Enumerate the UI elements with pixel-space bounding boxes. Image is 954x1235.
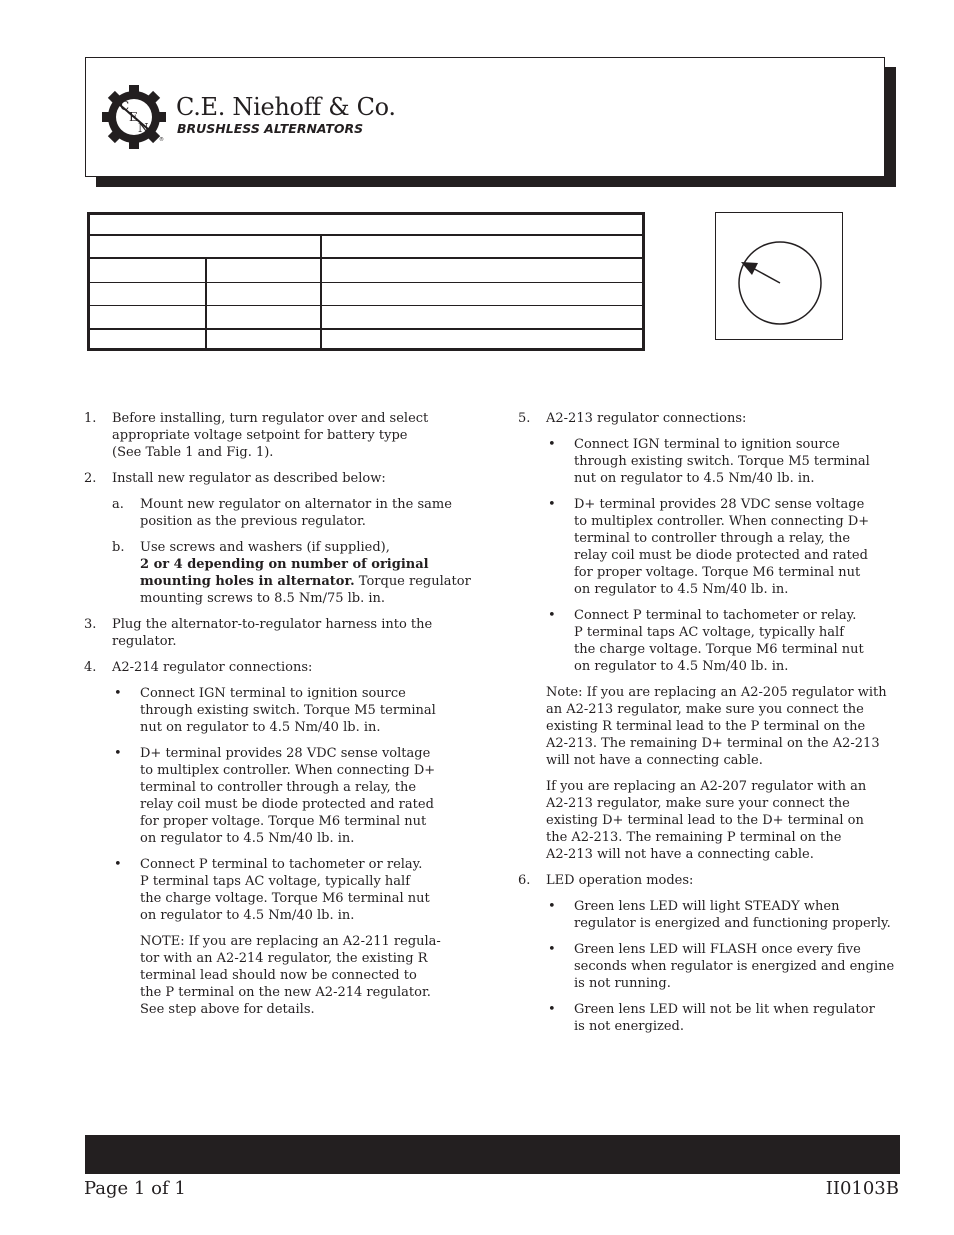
replacement-note bbox=[546, 778, 903, 863]
step-6 bbox=[518, 872, 903, 1035]
step-3 bbox=[84, 616, 474, 650]
step-text: Install new regulator as described below: bbox=[112, 471, 386, 486]
bullet-text: Connect IGN terminal to ignition source through existing switch. Torque M5 terminal nut on regulator to 4.5 Nm/40 lb. in. bbox=[140, 686, 436, 735]
dial-arrow-icon bbox=[716, 213, 842, 339]
substep-text: Torque regulator mounting screws to 8.5 Nm/75 lb. in. bbox=[140, 574, 471, 606]
note-text: NOTE: If you are replacing an A2-211 regula- tor with an A2-214 regulator, the existing R terminal lead should now be connected to the P terminal on the new A2-214 regulator. See step above for details. bbox=[140, 934, 441, 1017]
bullet-text: Green lens LED will FLASH once every five seconds when regulator is energized and engine is not running. bbox=[574, 942, 895, 991]
instructions-right-column bbox=[518, 410, 903, 1044]
logo-letter-n: N bbox=[138, 121, 149, 135]
note-text: Note: If you are replacing an A2-205 regulator with an A2-213 regulator, make sure you connect the existing R terminal lead to the P terminal on the A2-213. The remaining D+ terminal on the A2-213 will not have a connecting cable. bbox=[546, 685, 887, 768]
bullet-icon: • bbox=[114, 746, 122, 761]
substep-b bbox=[112, 539, 474, 607]
bullet-icon: • bbox=[548, 942, 556, 957]
bullet-text: Connect P terminal to tachometer or relay. P terminal taps AC voltage, typically half the charge voltage. Torque M6 terminal nut on regulator to 4.5 Nm/40 lb. in. bbox=[574, 608, 864, 674]
step-1 bbox=[84, 410, 474, 461]
bullet-text: Connect P terminal to tachometer or relay. P terminal taps AC voltage, typically half the charge voltage. Torque M6 terminal nut on regulator to 4.5 Nm/40 lb. in. bbox=[140, 857, 430, 923]
cen-gear-logo-icon bbox=[98, 84, 170, 152]
bullet-icon: • bbox=[548, 437, 556, 452]
step-text: LED operation modes: bbox=[546, 873, 694, 888]
step-2 bbox=[84, 470, 474, 607]
bullet-text: Green lens LED will light STEADY when regulator is energized and functioning properly. bbox=[574, 899, 891, 931]
bullet-icon: • bbox=[548, 899, 556, 914]
step-text: A2-214 regulator connections: bbox=[112, 660, 313, 675]
document-id: II0103B bbox=[825, 1178, 899, 1199]
footer-bar bbox=[85, 1135, 900, 1174]
substep-bold-text: 2 or 4 depending on number of original mounting holes in alternator. bbox=[140, 557, 429, 589]
step-5 bbox=[518, 410, 903, 863]
table-border-bottom bbox=[87, 348, 645, 351]
step-text: A2-213 regulator connections: bbox=[546, 411, 747, 426]
table-row-line bbox=[87, 305, 645, 306]
bullet-item bbox=[546, 941, 903, 992]
substep-label: a. bbox=[112, 497, 124, 512]
bullet-item bbox=[112, 856, 474, 924]
logo-letter-c: C bbox=[120, 99, 130, 113]
setpoint-dial-figure bbox=[715, 212, 843, 340]
company-name: C.E. Niehoff & Co. bbox=[176, 93, 396, 121]
substep-label: b. bbox=[112, 540, 125, 555]
bullet-item bbox=[112, 685, 474, 736]
bullet-item bbox=[546, 607, 903, 675]
bullet-item bbox=[112, 745, 474, 847]
bullet-text: Green lens LED will not be lit when regulator is not energized. bbox=[574, 1002, 875, 1034]
table-row-line bbox=[87, 257, 645, 259]
bullet-item bbox=[546, 436, 903, 487]
step-number: 4. bbox=[84, 660, 97, 675]
step-number: 5. bbox=[518, 411, 531, 426]
table-row-line bbox=[87, 282, 645, 283]
bullet-item bbox=[546, 898, 903, 932]
logo-registered-mark: ® bbox=[159, 137, 164, 143]
step-number: 3. bbox=[84, 617, 97, 632]
bullet-icon: • bbox=[548, 608, 556, 623]
step-number: 2. bbox=[84, 471, 97, 486]
step-number: 6. bbox=[518, 873, 531, 888]
page-number: Page 1 of 1 bbox=[84, 1178, 186, 1199]
step-text: Plug the alternator-to-regulator harness into the regulator. bbox=[112, 617, 433, 649]
step-number: 1. bbox=[84, 411, 97, 426]
replacement-note bbox=[112, 933, 474, 1018]
replacement-note bbox=[546, 684, 903, 769]
bullet-icon: • bbox=[114, 857, 122, 872]
substep-text: Mount new regulator on alternator in the same position as the previous regulator. bbox=[140, 497, 452, 529]
substep-a bbox=[112, 496, 474, 530]
note-text: If you are replacing an A2-207 regulator with an A2-213 regulator, make sure your connect the existing D+ terminal lead to the D+ terminal on the A2-213. The remaining P terminal on the A2-213 will not have a connecting cable. bbox=[546, 779, 867, 862]
bullet-text: D+ terminal provides 28 VDC sense voltage to multiplex controller. When connecting D+ terminal to controller through a relay, the relay coil must be diode protected and rated for proper voltage. Torque M6 terminal nut on regulator to 4.5 Nm/40 lb. in. bbox=[140, 746, 436, 846]
bullet-item bbox=[546, 1001, 903, 1035]
table-col-line bbox=[205, 258, 207, 351]
bullet-text: D+ terminal provides 28 VDC sense voltage to multiplex controller. When connecting D+ terminal to controller through a relay, the relay coil must be diode protected and rated for proper voltage. Torque M6 terminal nut on regulator to 4.5 Nm/40 lb. in. bbox=[574, 497, 870, 597]
setpoint-table bbox=[87, 212, 645, 351]
table-col-line bbox=[320, 236, 322, 351]
bullet-icon: • bbox=[548, 1002, 556, 1017]
substep-text: Use screws and washers (if supplied), bbox=[140, 540, 390, 555]
bullet-icon: • bbox=[114, 686, 122, 701]
instructions-left-column bbox=[84, 410, 474, 1027]
table-row-line bbox=[87, 328, 645, 330]
bullet-text: Connect IGN terminal to ignition source through existing switch. Torque M5 terminal nut on regulator to 4.5 Nm/40 lb. in. bbox=[574, 437, 870, 486]
table-row-line bbox=[87, 234, 645, 236]
table-border-top bbox=[87, 212, 645, 215]
step-text: Before installing, turn regulator over and select appropriate voltage setpoint for battery type (See Table 1 and Fig. 1). bbox=[112, 411, 429, 460]
bullet-icon: • bbox=[548, 497, 556, 512]
company-tagline: BRUSHLESS ALTERNATORS bbox=[177, 121, 364, 136]
logo-letter-e: E bbox=[129, 110, 138, 124]
step-4 bbox=[84, 659, 474, 1018]
bullet-item bbox=[546, 496, 903, 598]
